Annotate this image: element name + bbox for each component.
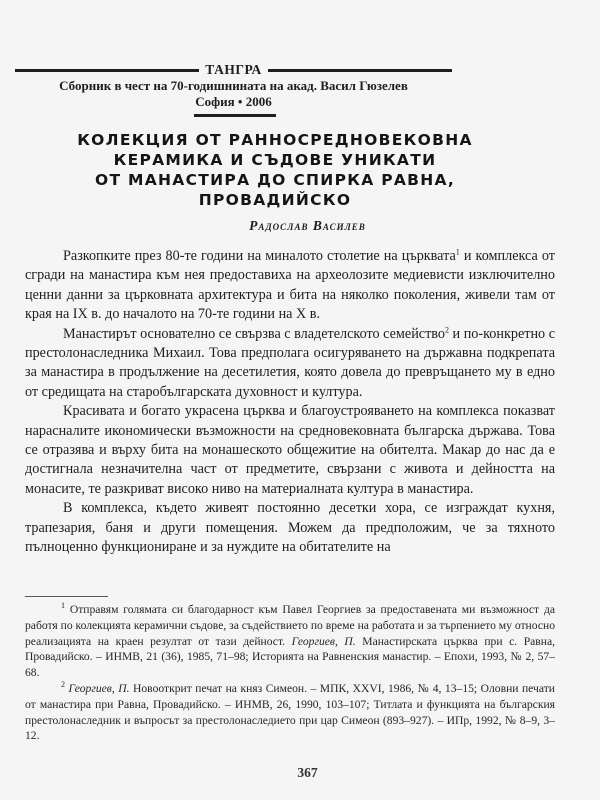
footnote-marker: 2 [61,680,65,690]
footnote-author: Георгиев, П. [291,634,356,648]
article-title [55,130,495,210]
paragraph: Красивата и богато украсена църква и благоустрояването на комплекса показват нарасналите икономически възможности на средновековната българска държава. Това се отразява и върху бита на монашеското общежитие на обителта. Макар до нас да е достигнала незначителна част от предметите, свързани с живота и дейността на монасите, те разкриват високо ниво на материалната култура в манастира. [25,403,555,497]
paragraph-text: и по-конкретно с престолонаследника Михаил. Това предполага осигуряването на държавна подкрепата за манастира в продължение на десетилетия, която довела до превръщането му в едно от средищата на старобългарската духовност и култура. [25,325,555,400]
header-rule-right [268,69,452,72]
footnote-separator [25,596,108,597]
footnote-ref-1[interactable]: 1 [455,247,460,257]
journal-subtitle: Сборник в чест на 70-годишнината на акад. Васил Гюзелев [59,78,408,93]
journal-name: ТАНГРА [205,62,262,77]
bullet-separator: • [237,94,243,109]
footnote-marker: 1 [61,601,65,611]
title-line-1: КОЛЕКЦИЯ ОТ РАННОСРЕДНОВЕКОВНА [77,131,473,149]
paragraph [25,325,555,403]
footnote-ref-2[interactable]: 2 [445,324,449,334]
place-and-year [15,94,452,110]
footnote-text: Манастирската църква при с. Равна, Провадийско. – ИНМВ, 21 (36), 1985, 71–98; Историята на Равненския манастир. – Епохи, 1993, № 2, 57–68. [25,634,556,680]
title-line-4: ПРОВАДИЙСКО [198,191,352,209]
title-line-2: КЕРАМИКА И СЪДОВЕ УНИКАТИ [113,151,437,169]
place-underline-rule [194,114,276,117]
page-number: 367 [297,765,318,780]
footnotes [25,602,555,744]
year: 2006 [245,94,272,109]
paragraph: В комплекса, където живеят постоянно десетки хора, се изграждат кухня, трапезария, баня и други помещения. Можем да предположим, че за тяхното пълноценно функциониране и за нуждите на обитателите на [25,500,555,556]
place: София [195,94,235,109]
paragraph-text: Разкопките през 80-те години на миналото столетие на църквата [63,248,456,264]
header-rule-left [15,69,199,72]
journal-header [15,62,452,78]
footnote-2 [25,681,555,744]
paragraph [25,247,555,325]
footnote-text: Отправям голямата си благодарност към Павел Георгиев за предоставената ми възможност да работя по колекцията керамични съдове, за съдействието по време на работата и за търпението му относно реализацията на краен резултат от тази дейност. [25,603,555,648]
paragraph-text: и комплекса от сгради на манастира към нея предоставиха на археолозите медиевисти изключително ценни данни за църковната архитектура и бита на няколко поколения, живели там от края на IX в. до началото на 70-те години на X в. [25,248,555,323]
article-author: Радослав Василев [249,218,366,233]
footnote-text: Новооткрит печат на княз Симеон. – МПК, XXVI, 1986, № 4, 13–15; Оловни печати от манастира при Равна, Провадийско. – ИНМВ, 26, 1990, 103–107; Титлата и функцията на българския престолонаследник и въпросът за престолонаследието при цар Симеон (893–927). – ИПр, 1992, № 8–9, 3–12. [25,681,555,743]
article-body [25,247,555,558]
footnote-author: Георгиев, П. [65,681,130,695]
title-line-3: ОТ МАНАСТИРА ДО СПИРКА РАВНА, [94,171,456,189]
paragraph-text: Манастирът основателно се свързва с владетелското семейство [63,325,445,342]
footnote-1 [25,602,555,681]
